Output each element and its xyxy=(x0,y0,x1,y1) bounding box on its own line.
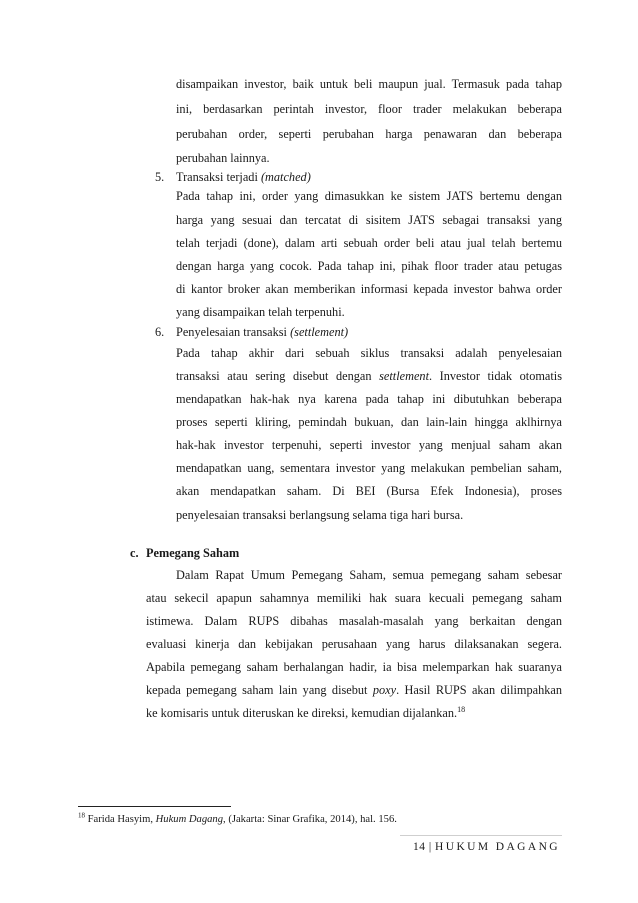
page-footer-title: HUKUM DAGANG xyxy=(435,841,560,853)
item-6-line-2 xyxy=(176,369,562,384)
page-number: 14 xyxy=(412,841,426,853)
item-5-line-6: yang disampaikan telah terpenuhi. xyxy=(176,305,345,319)
page-footer-divider xyxy=(400,835,562,836)
item-5-title xyxy=(176,170,311,185)
item-6-title-text: Penyelesaian transaksi xyxy=(176,325,287,339)
page-footer xyxy=(413,841,560,853)
continuation-line-1: disampaikan investor, baik untuk beli maupun jual. Termasuk pada tahap xyxy=(176,77,562,91)
item-5-line-4: dengan harga yang cocok. Pada tahap ini, pihak floor trader atau petugas xyxy=(176,259,562,273)
item-6-line-6: mendapatkan uang, sementara investor yang melakukan pembelian saham, xyxy=(176,461,562,475)
section-c-line-7 xyxy=(146,706,465,721)
section-c-line-2: atau sekecil apapun sahamnya memiliki hak suara kecuali pemegang saham xyxy=(146,591,562,605)
item-6-line-8: penyelesaian transaksi berlangsung selama tiga hari bursa. xyxy=(176,508,464,522)
item-6-line-1: Pada tahap akhir dari sebuah siklus transaksi adalah penyelesaian xyxy=(176,346,562,360)
item-5-line-3: telah terjadi (done), dalam arti sebuah order beli atau jual telah bertemu xyxy=(176,236,562,250)
continuation-line-3: perubahan order, seperti perubahan harga penawaran dan beberapa xyxy=(176,127,562,141)
section-c-title: Pemegang Saham xyxy=(146,546,240,560)
section-c-line-3: istimewa. Dalam RUPS dibahas masalah-masalah yang berkaitan dengan xyxy=(146,614,562,628)
item-5-line-5: di kantor broker akan memberikan informasi kepada investor bahwa order xyxy=(176,282,562,296)
footnote-book-title: Hukum Dagang xyxy=(155,814,224,825)
item-5-title-italic: (matched) xyxy=(260,170,311,184)
continuation-line-4: perubahan lainnya. xyxy=(176,151,270,165)
footnote-divider xyxy=(78,806,231,807)
footnote xyxy=(78,813,397,826)
continuation-line-2: ini, berdasarkan perintah investor, floor trader melakukan beberapa xyxy=(176,102,562,116)
item-5-line-1: Pada tahap ini, order yang dimasukkan ke sistem JATS bertemu dengan xyxy=(176,189,562,203)
section-c-line-6-pre: kepada pemegang saham lain yang disebut xyxy=(146,683,368,697)
section-c-line-4: evaluasi kinerja dan kebijakan perusahaan yang harus dilaksanakan segera. xyxy=(146,637,562,651)
item-6-line-7: akan mendapatkan saham. Di BEI (Bursa Efek Indonesia), proses xyxy=(176,484,562,498)
item-5-title-text: Transaksi terjadi xyxy=(176,170,258,184)
item-6-line-5: hak-hak investor terpenuhi, seperti investor yang menjual saham akan xyxy=(176,438,562,452)
item-6-line-3: mendapatkan hak-hak nya karena pada tahap ini dibutuhkan beberapa xyxy=(176,392,562,406)
item-5-number: 5. xyxy=(155,170,165,184)
section-c-label: c. xyxy=(130,546,139,560)
footnote-number: 18 xyxy=(78,811,85,820)
item-5-line-2: harga yang sesuai dan tercatat di sisitem JATS sebagai transaksi yang xyxy=(176,213,562,227)
footnote-reference[interactable]: 18 xyxy=(457,704,466,714)
item-6-title xyxy=(176,325,348,340)
section-c-line-6 xyxy=(146,683,562,698)
section-c-line-5: Apabila pemegang saham berhalangan hadir, ia bisa melemparkan hak suaranya xyxy=(146,660,562,674)
section-c-line-6-italic: poxy xyxy=(372,683,397,697)
item-6-line-2-pre: transaksi atau sering disebut dengan xyxy=(176,369,372,383)
section-c-line-6-post: . Hasil RUPS akan dilimpahkan xyxy=(396,683,562,697)
item-6-line-2-post: . Investor tidak otomatis xyxy=(428,369,562,383)
footnote-author: Farida Hasyim, xyxy=(87,814,153,825)
footnote-details: , (Jakarta: Sinar Grafika, 2014), hal. 156. xyxy=(223,814,397,825)
page-footer-separator: | xyxy=(428,841,432,853)
section-c-line-1: Dalam Rapat Umum Pemegang Saham, semua pemegang saham sebesar xyxy=(176,568,562,582)
item-6-number: 6. xyxy=(155,325,165,339)
item-6-line-4: proses seperti kliring, pemindah bukuan, dan lain-lain hingga aklhirnya xyxy=(176,415,562,429)
item-6-line-2-italic: settlement xyxy=(379,369,429,383)
item-6-title-italic: (settlement) xyxy=(290,325,349,339)
section-c-line-7-text: ke komisaris untuk diteruskan ke direksi, kemudian dijalankan. xyxy=(146,706,458,720)
